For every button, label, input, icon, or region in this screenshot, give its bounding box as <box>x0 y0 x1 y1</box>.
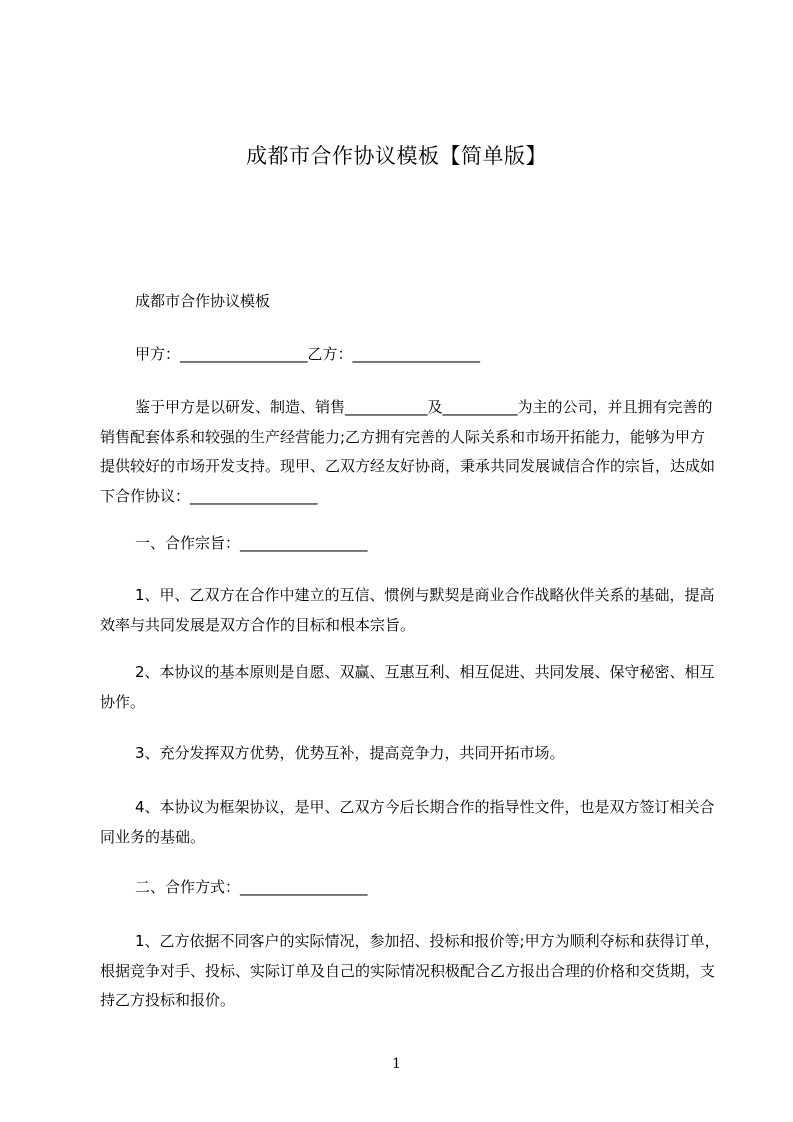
document-title: 成都市合作协议模板【简单版】 <box>246 144 547 168</box>
document-subtitle: 成都市合作协议模板 <box>135 292 271 310</box>
section1-item-2: 2、本协议的基本原则是自愿、双赢、互惠互利、相互促进、共同发展、保守秘密、相互协作。 <box>100 663 715 711</box>
section1-heading: 一、合作宗旨：_________________ <box>135 534 368 552</box>
section1-item-1: 1、甲、乙双方在合作中建立的互信、惯例与默契是商业合作战略伙伴关系的基础，提高效率与共同发展是双方合作的目标和根本宗旨。 <box>100 586 715 634</box>
parties-line: 甲方：_________________乙方：_________________ <box>135 345 481 363</box>
section1-item-4: 4、本协议为框架协议，是甲、乙双方今后长期合作的指导性文件，也是双方签订相关合同业务的基础。 <box>100 798 715 846</box>
section2-heading: 二、合作方式：_________________ <box>135 878 368 896</box>
intro-paragraph: 鉴于甲方是以研发、制造、销售___________及__________为主的公司，并且拥有完善的销售配套体系和较强的生产经营能力;乙方拥有完善的人际关系和市场开拓能力，能够为甲方提供较好的市场开发支持。现甲、乙双方经友好协商，秉承共同发展诚信合作的宗旨，达成如下合作协议：_________________ <box>100 398 716 505</box>
page-number: 1 <box>392 1056 401 1072</box>
section1-item-3: 3、充分发挥双方优势，优势互补，提高竞争力，共同开拓市场。 <box>135 744 565 762</box>
section2-item-1: 1、乙方依据不同客户的实际情况，参加招、投标和报价等;甲方为顺利夺标和获得订单，根据竞争对手、投标、实际订单及自己的实际情况积极配合乙方报出合理的价格和交货期，支持乙方投标和报价。 <box>100 932 720 1009</box>
